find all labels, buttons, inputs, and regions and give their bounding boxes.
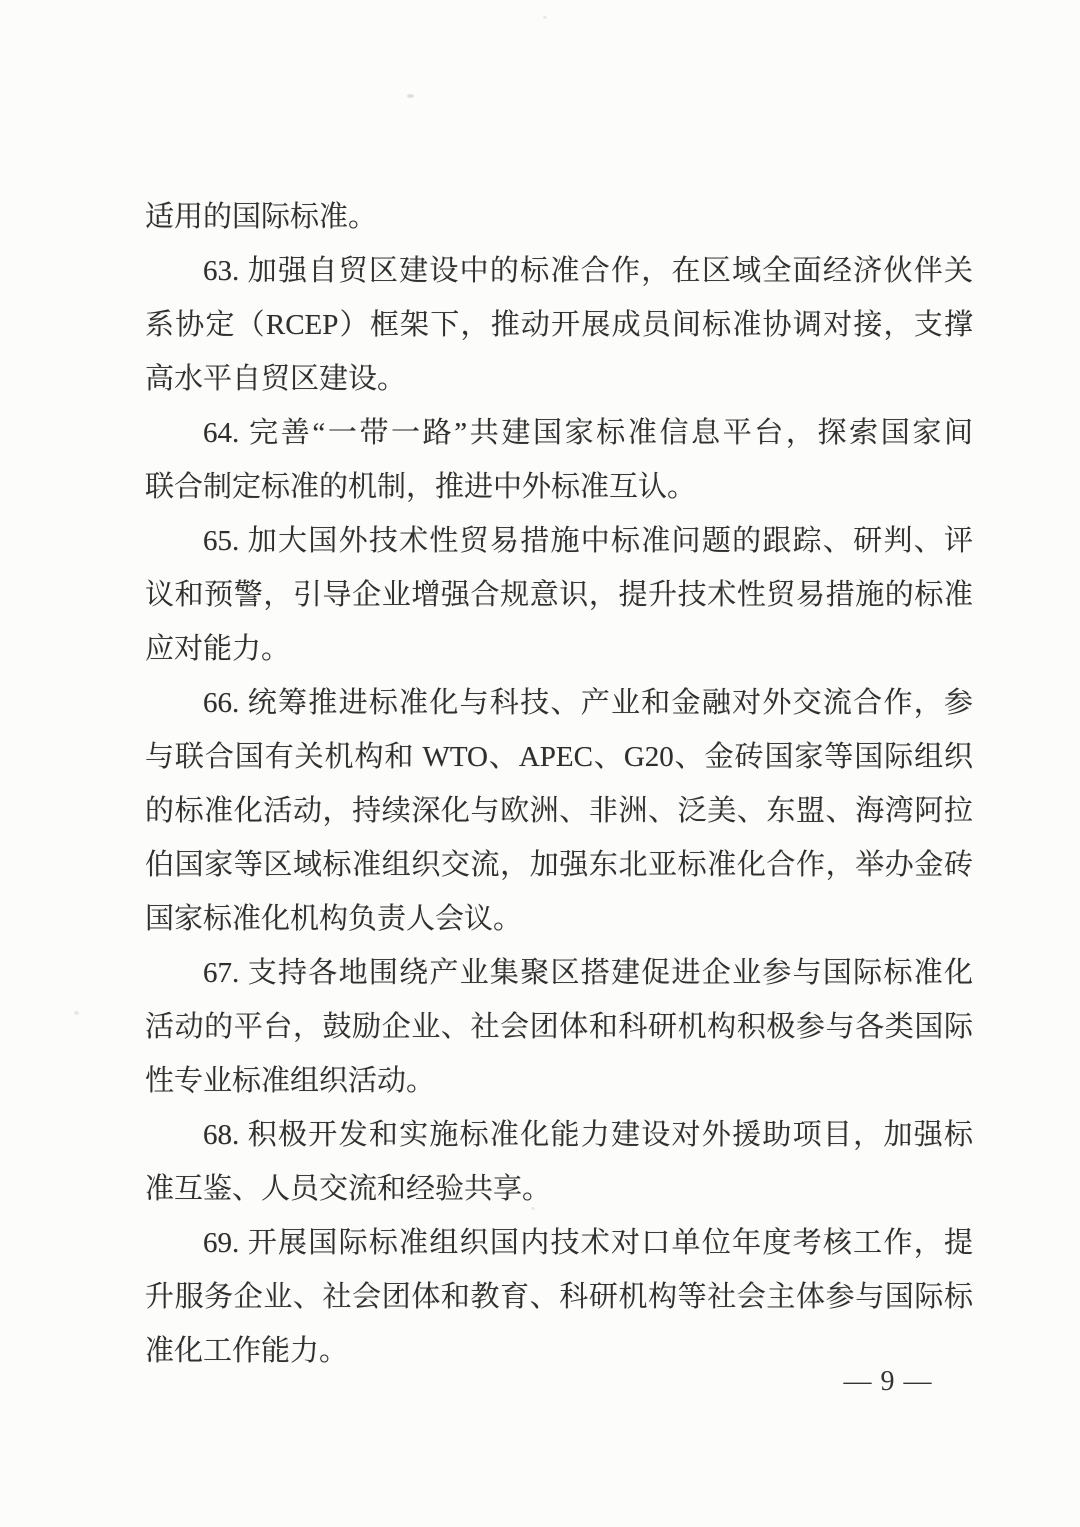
text-line: 系协定（RCEP）框架下，推动开展成员间标准协调对接，支撑 xyxy=(145,309,973,341)
scan-speck xyxy=(543,16,547,19)
text-line: 63. 加强自贸区建设中的标准合作，在区域全面经济伙伴关 xyxy=(203,255,973,287)
paragraph xyxy=(145,244,973,406)
paragraph xyxy=(145,190,973,244)
text-line: 活动的平台，鼓励企业、社会团体和科研机构积极参与各类国际 xyxy=(145,1011,973,1043)
text-line: 69. 开展国际标准组织国内技术对口单位年度考核工作，提 xyxy=(203,1227,973,1259)
paragraph xyxy=(145,1108,973,1216)
text-line: 68. 积极开发和实施标准化能力建设对外援助项目，加强标 xyxy=(203,1119,973,1151)
text-line: 性专业标准组织活动。 xyxy=(145,1065,436,1097)
text-line: 国家标准化机构负责人会议。 xyxy=(145,903,523,935)
text-line: 准互鉴、人员交流和经验共享。 xyxy=(145,1173,552,1205)
scan-speck xyxy=(74,1011,79,1015)
text-line: 联合制定标准的机制，推进中外标准互认。 xyxy=(145,471,697,503)
paragraph xyxy=(145,1216,973,1378)
document-body xyxy=(145,190,973,1378)
text-line: 的标准化活动，持续深化与欧洲、非洲、泛美、东盟、海湾阿拉 xyxy=(145,795,973,827)
text-line: 高水平自贸区建设。 xyxy=(145,363,407,395)
paragraph xyxy=(145,946,973,1108)
text-line: 与联合国有关机构和 WTO、APEC、G20、金砖国家等国际组织 xyxy=(145,741,973,773)
text-line: 准化工作能力。 xyxy=(145,1335,349,1367)
text-line: 66. 统筹推进标准化与科技、产业和金融对外交流合作，参 xyxy=(203,687,973,719)
text-line: 议和预警，引导企业增强合规意识，提升技术性贸易措施的标准 xyxy=(145,579,973,611)
text-line: 64. 完善“一带一路”共建国家标准信息平台，探索国家间 xyxy=(203,417,973,449)
text-line: 适用的国际标准。 xyxy=(145,201,378,233)
text-line: 升服务企业、社会团体和教育、科研机构等社会主体参与国际标 xyxy=(145,1281,973,1313)
scan-speck xyxy=(407,94,414,98)
paragraph xyxy=(145,406,973,514)
page-number: — 9 — xyxy=(843,1366,933,1397)
text-line: 67. 支持各地围绕产业集聚区搭建促进企业参与国际标准化 xyxy=(203,957,973,989)
text-line: 应对能力。 xyxy=(145,633,291,665)
text-line: 65. 加大国外技术性贸易措施中标准问题的跟踪、研判、评 xyxy=(203,525,973,557)
text-line: 伯国家等区域标准组织交流，加强东北亚标准化合作，举办金砖 xyxy=(145,849,973,881)
paragraph xyxy=(145,676,973,946)
paragraph xyxy=(145,514,973,676)
